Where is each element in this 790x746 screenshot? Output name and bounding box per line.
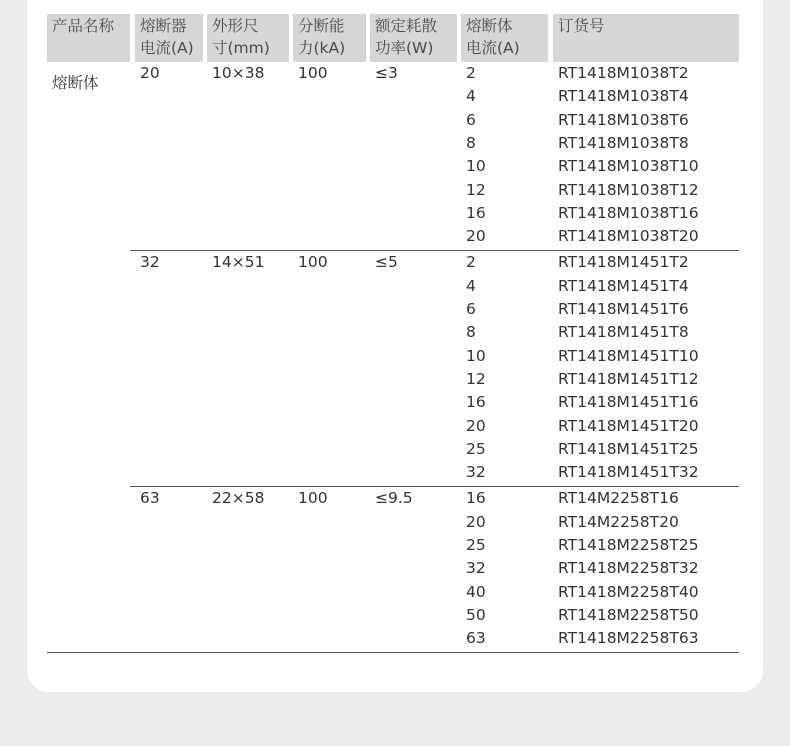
element-current-cell: 12 [466, 369, 486, 388]
size-cell: 22×58 [212, 489, 265, 508]
order-number-cell: RT1418M1451T4 [558, 276, 689, 295]
element-current-cell: 2 [466, 64, 476, 82]
order-number-cell: RT1418M1038T8 [558, 133, 689, 152]
element-current-cell: 6 [466, 110, 476, 129]
header-product-name: 产品名称 [47, 14, 130, 62]
element-current-cell: 25 [466, 536, 486, 554]
rated-power-cell: ≤9.5 [375, 489, 413, 508]
order-number-cell: RT1418M2258T32 [558, 559, 699, 578]
breaking-capacity-cell: 100 [298, 489, 328, 508]
order-number-cell: RT1418M1451T6 [558, 300, 689, 318]
element-current-cell: 10 [466, 157, 486, 176]
table-bottom-border [47, 652, 739, 653]
element-current-cell: 4 [466, 87, 476, 106]
element-current-cell: 8 [466, 323, 476, 342]
element-current-cell: 50 [466, 605, 486, 624]
order-number-cell: RT1418M1038T20 [558, 227, 699, 246]
header-order-number: 订货号 [553, 14, 739, 62]
element-current-cell: 32 [466, 463, 486, 482]
rated-power-cell: ≤5 [375, 253, 398, 272]
order-number-cell: RT14M2258T16 [558, 489, 679, 508]
group-divider [130, 250, 739, 251]
order-number-cell: RT1418M1038T2 [558, 64, 689, 82]
header-fuse-current: 熔断器 电流(A) [135, 14, 203, 62]
element-current-cell: 20 [466, 416, 486, 435]
fuse-current-cell: 63 [140, 489, 160, 508]
order-number-cell: RT1418M2258T63 [558, 629, 699, 648]
breaking-capacity-cell: 100 [298, 253, 328, 272]
element-current-cell: 16 [466, 203, 486, 222]
element-current-cell: 4 [466, 276, 476, 295]
element-current-cell: 10 [466, 346, 486, 365]
element-current-cell: 25 [466, 439, 486, 458]
header-breaking-capacity: 分断能 力(kA) [293, 14, 366, 62]
element-current-cell: 16 [466, 393, 486, 412]
order-number-cell: RT1418M1038T16 [558, 203, 699, 222]
order-number-cell: RT1418M2258T25 [558, 536, 699, 554]
order-number-cell: RT1418M1451T16 [558, 393, 699, 412]
order-number-cell: RT1418M1451T10 [558, 346, 699, 365]
element-current-cell: 40 [466, 582, 486, 601]
order-number-cell: RT1418M1038T6 [558, 110, 689, 129]
header-element-current: 熔断体 电流(A) [461, 14, 548, 62]
size-cell: 14×51 [212, 253, 265, 272]
element-current-cell: 12 [466, 180, 486, 199]
order-number-cell: RT1418M1038T10 [558, 157, 699, 176]
product-name-cell: 熔断体 [52, 74, 99, 92]
fuse-current-cell: 32 [140, 253, 160, 272]
order-number-cell: RT1418M1038T4 [558, 87, 689, 106]
order-number-cell: RT1418M2258T40 [558, 582, 699, 601]
size-cell: 10×38 [212, 64, 265, 82]
order-number-cell: RT1418M1451T2 [558, 253, 689, 272]
element-current-cell: 20 [466, 512, 486, 531]
order-number-cell: RT14M2258T20 [558, 512, 679, 531]
element-current-cell: 6 [466, 300, 476, 318]
header-size: 外形尺 寸(mm) [207, 14, 289, 62]
order-number-cell: RT1418M1451T20 [558, 416, 699, 435]
fuse-current-cell: 20 [140, 64, 160, 82]
element-current-cell: 20 [466, 227, 486, 246]
order-number-cell: RT1418M1451T12 [558, 369, 699, 388]
element-current-cell: 63 [466, 629, 486, 648]
group-divider [130, 486, 739, 487]
element-current-cell: 8 [466, 133, 476, 152]
order-number-cell: RT1418M2258T50 [558, 605, 699, 624]
order-number-cell: RT1418M1038T12 [558, 180, 699, 199]
order-number-cell: RT1418M1451T8 [558, 323, 689, 342]
header-rated-power: 额定耗散 功率(W) [370, 14, 457, 62]
rated-power-cell: ≤3 [375, 64, 398, 82]
element-current-cell: 32 [466, 559, 486, 578]
order-number-cell: RT1418M1451T25 [558, 439, 699, 458]
order-number-cell: RT1418M1451T32 [558, 463, 699, 482]
element-current-cell: 16 [466, 489, 486, 508]
element-current-cell: 2 [466, 253, 476, 272]
breaking-capacity-cell: 100 [298, 64, 328, 82]
